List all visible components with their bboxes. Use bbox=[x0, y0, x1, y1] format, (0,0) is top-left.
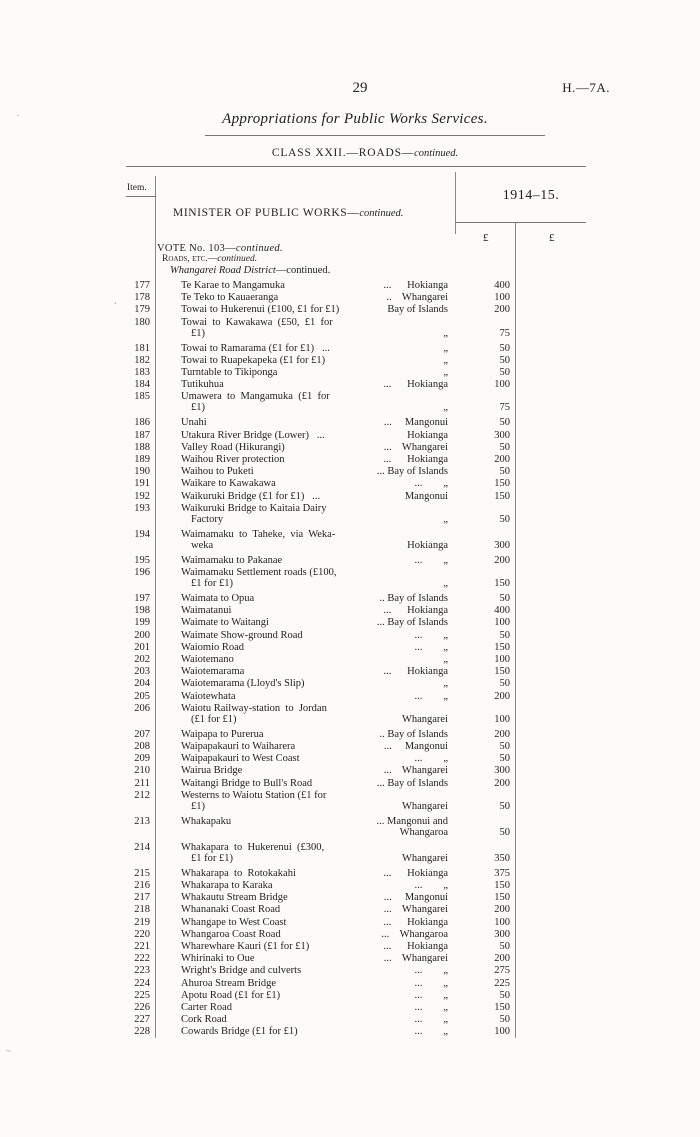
road-description: Whananaki Coast Road bbox=[181, 904, 281, 916]
table-row bbox=[0, 478, 700, 490]
road-description: Towai to Ruapekapeka (£1 for £1) bbox=[181, 354, 326, 366]
item-number: 204 bbox=[134, 678, 150, 690]
table-row bbox=[0, 904, 700, 916]
county-name: ... Mangonui bbox=[383, 741, 448, 752]
road-description: Waiotemarama (Lloyd's Slip) bbox=[181, 678, 305, 690]
county-name: „ bbox=[443, 327, 448, 339]
title-rule bbox=[205, 135, 545, 136]
amount: 50 bbox=[499, 354, 510, 366]
amount: 200 bbox=[494, 554, 510, 566]
county-name: ... Bay of Islands bbox=[376, 466, 448, 478]
road-description: Utakura River Bridge (Lower) ... bbox=[181, 429, 325, 441]
road-description-cont: weka bbox=[191, 539, 214, 551]
table-top-rule bbox=[126, 166, 586, 167]
road-description: Tutikuhua bbox=[181, 379, 224, 391]
table-row bbox=[0, 528, 700, 551]
table-row bbox=[0, 454, 700, 466]
item-number: 205 bbox=[134, 690, 150, 702]
amount: 200 bbox=[494, 904, 510, 916]
item-number: 189 bbox=[134, 454, 150, 465]
amount: 300 bbox=[494, 928, 510, 940]
road-description: Waikuruki Bridge (£1 for £1) ... bbox=[181, 490, 321, 502]
county-name: ... Hokianga bbox=[383, 454, 448, 465]
amount: 150 bbox=[494, 478, 510, 490]
item-number: 210 bbox=[134, 765, 150, 777]
county-name: ... Hokianga bbox=[383, 666, 448, 678]
county-name: ... „ bbox=[414, 629, 448, 641]
amount: 100 bbox=[494, 654, 510, 665]
minister-main: MINISTER OF PUBLIC WORKS— bbox=[173, 207, 360, 219]
road-description: Unahi bbox=[181, 417, 207, 429]
table-row bbox=[0, 555, 700, 567]
county-name: Hokianga bbox=[407, 429, 448, 441]
item-number: 196 bbox=[134, 567, 150, 578]
item-number: 206 bbox=[134, 702, 150, 714]
item-number: 194 bbox=[134, 528, 150, 540]
amount: 150 bbox=[494, 666, 510, 678]
scan-mark: . bbox=[114, 295, 117, 307]
table-row bbox=[0, 417, 700, 429]
table-row bbox=[0, 941, 700, 953]
county-name: ... Whangaroa bbox=[381, 928, 448, 940]
amount: 150 bbox=[494, 641, 510, 653]
vote-continued: continued. bbox=[235, 243, 283, 254]
amount: 225 bbox=[494, 977, 510, 989]
road-description: Waipapa to Purerua bbox=[181, 728, 264, 740]
amount: 350 bbox=[494, 852, 510, 864]
currency-symbol-2: £ bbox=[549, 232, 555, 244]
road-description: Waimatanui bbox=[181, 605, 232, 617]
county-name: ... Mangonui and bbox=[376, 815, 448, 827]
table-row bbox=[0, 929, 700, 941]
county-name: ... Hokianga bbox=[383, 379, 448, 391]
amount: 300 bbox=[494, 765, 510, 777]
item-number: 218 bbox=[134, 904, 150, 916]
table-row bbox=[0, 430, 700, 442]
table-row bbox=[0, 502, 700, 525]
table-row bbox=[0, 880, 700, 892]
table-row bbox=[0, 666, 700, 678]
amount: 200 bbox=[494, 953, 510, 965]
road-description: Whakapaku bbox=[181, 815, 232, 827]
amount: 50 bbox=[499, 513, 510, 525]
county-name: ... „ bbox=[414, 880, 448, 891]
amount: 375 bbox=[494, 867, 510, 879]
road-description: Cowards Bridge (£1 for £1) bbox=[181, 1026, 298, 1038]
item-number: 203 bbox=[134, 666, 150, 678]
item-number: 220 bbox=[134, 928, 150, 940]
table-row bbox=[0, 355, 700, 367]
road-description: Te Karae to Mangamuka bbox=[181, 280, 285, 291]
item-number: 179 bbox=[134, 304, 150, 316]
item-header-rule bbox=[126, 196, 156, 197]
road-description-cont: (£1 for £1) bbox=[191, 713, 237, 725]
road-description: Waitangi Bridge to Bull's Road bbox=[181, 777, 313, 789]
roads-heading bbox=[162, 254, 257, 264]
item-number: 207 bbox=[134, 728, 150, 740]
county-name: ... „ bbox=[414, 989, 448, 1001]
amount: 50 bbox=[499, 367, 510, 378]
table-row bbox=[0, 1014, 700, 1026]
item-number: 182 bbox=[134, 354, 150, 366]
item-number: 224 bbox=[134, 977, 150, 989]
item-number: 177 bbox=[134, 280, 150, 291]
table-row bbox=[0, 841, 700, 864]
roads-continued: continued. bbox=[217, 254, 258, 264]
county-name: .. Bay of Islands bbox=[379, 728, 448, 740]
table-row bbox=[0, 642, 700, 654]
item-number: 201 bbox=[134, 641, 150, 653]
road-description: Waimamaku to Taheke, via Weka- bbox=[181, 528, 336, 540]
amount: 275 bbox=[494, 965, 510, 977]
road-description: Te Teko to Kauaeranga bbox=[181, 292, 279, 304]
amount: 100 bbox=[494, 617, 510, 629]
table-row bbox=[0, 741, 700, 753]
table-row bbox=[0, 753, 700, 765]
amount: 50 bbox=[499, 417, 510, 429]
road-description: Wharewhare Kauri (£1 for £1) bbox=[181, 941, 310, 952]
year-header-rule bbox=[455, 222, 586, 223]
county-name: Hokianga bbox=[407, 539, 448, 551]
amount: 100 bbox=[494, 292, 510, 304]
item-number: 180 bbox=[134, 316, 150, 328]
item-number: 199 bbox=[134, 617, 150, 629]
item-number: 181 bbox=[134, 342, 150, 354]
amount: 100 bbox=[494, 713, 510, 725]
road-description: Whangape to West Coast bbox=[181, 916, 287, 928]
road-description: Waimamaku Settlement roads (£100, bbox=[181, 567, 337, 578]
county-name: ... „ bbox=[414, 753, 448, 765]
county-name: .. Whangarei bbox=[386, 292, 448, 304]
road-description-cont: £1) bbox=[191, 327, 205, 339]
item-number: 212 bbox=[134, 789, 150, 801]
item-column-header: Item. bbox=[127, 183, 147, 193]
item-number: 185 bbox=[134, 391, 150, 403]
road-description: Waimate Show-ground Road bbox=[181, 629, 303, 641]
item-number: 192 bbox=[134, 490, 150, 502]
road-description: Towai to Kawakawa (£50, £1 for bbox=[181, 316, 333, 328]
county-name: .. Bay of Islands bbox=[379, 593, 448, 604]
county-name: „ bbox=[443, 342, 448, 354]
county-name: ... „ bbox=[414, 1026, 448, 1038]
table-row bbox=[0, 765, 700, 777]
county-name: Mangonui bbox=[404, 490, 448, 502]
road-description-cont: £1) bbox=[191, 402, 205, 414]
item-number: 219 bbox=[134, 916, 150, 928]
table-row bbox=[0, 729, 700, 741]
road-description: Waihou to Puketi bbox=[181, 466, 254, 478]
road-description: Carter Road bbox=[181, 1002, 233, 1013]
table-row bbox=[0, 917, 700, 929]
item-number: 198 bbox=[134, 605, 150, 617]
road-description: Waiomio Road bbox=[181, 641, 245, 653]
district-heading bbox=[170, 265, 330, 276]
table-row bbox=[0, 617, 700, 629]
county-name: ... Bay of Islands bbox=[376, 777, 448, 789]
road-description: Waimate to Waitangi bbox=[181, 617, 269, 629]
county-name: Bay of Islands bbox=[387, 304, 448, 316]
scan-mark: · bbox=[16, 110, 20, 122]
county-name: ... „ bbox=[414, 977, 448, 989]
amount: 50 bbox=[499, 678, 510, 690]
county-name: „ bbox=[443, 678, 448, 690]
road-description: Waimamaku to Pakanae bbox=[181, 554, 283, 566]
road-description: Whakapara to Hukerenui (£300, bbox=[181, 841, 325, 853]
roads-main: Roads, etc.— bbox=[162, 254, 218, 264]
document-code: H.—7A. bbox=[562, 80, 610, 95]
table-row bbox=[0, 630, 700, 642]
table-row bbox=[0, 953, 700, 965]
minister-heading bbox=[173, 207, 403, 219]
amount: 200 bbox=[494, 777, 510, 789]
table-row bbox=[0, 491, 700, 503]
road-description: Turntable to Tikiponga bbox=[181, 367, 278, 378]
amount: 400 bbox=[494, 605, 510, 617]
road-description: Waimata to Opua bbox=[181, 593, 255, 604]
county-name: ... „ bbox=[414, 690, 448, 702]
amount: 150 bbox=[494, 490, 510, 502]
minister-continued: continued. bbox=[359, 208, 404, 219]
amount: 300 bbox=[494, 539, 510, 551]
page-title: Appropriations for Public Works Services. bbox=[222, 111, 488, 127]
table-row bbox=[0, 778, 700, 790]
item-number: 197 bbox=[134, 593, 150, 604]
item-number: 208 bbox=[134, 741, 150, 752]
road-description: Whakarapa to Rotokakahi bbox=[181, 867, 296, 879]
county-name: ... „ bbox=[414, 965, 448, 977]
table-row bbox=[0, 678, 700, 690]
item-number: 226 bbox=[134, 1002, 150, 1013]
amount: 75 bbox=[499, 402, 510, 414]
road-description: Valley Road (Hikurangi) bbox=[181, 441, 285, 453]
county-name: ... Hokianga bbox=[383, 280, 448, 291]
amount: 50 bbox=[499, 741, 510, 752]
item-number: 227 bbox=[134, 1014, 150, 1026]
table-row bbox=[0, 292, 700, 304]
road-description-cont: Factory bbox=[191, 513, 224, 525]
county-name: Whangarei bbox=[401, 713, 448, 725]
year-column-header: 1914–15. bbox=[502, 188, 560, 203]
county-name: „ bbox=[443, 513, 448, 525]
table-row bbox=[0, 789, 700, 812]
road-description-cont: £1 for £1) bbox=[191, 852, 233, 864]
table-row bbox=[0, 593, 700, 605]
road-description: Wairua Bridge bbox=[181, 765, 243, 777]
road-description: Waiotemano bbox=[181, 654, 234, 665]
county-name: „ bbox=[443, 367, 448, 378]
table-row bbox=[0, 280, 700, 292]
table-row bbox=[0, 1002, 700, 1014]
vote-heading bbox=[157, 243, 283, 254]
currency-symbol-1: £ bbox=[483, 232, 489, 244]
class-title-continued: continued. bbox=[414, 148, 459, 159]
road-description: Waiotemarama bbox=[181, 666, 245, 678]
item-number: 216 bbox=[134, 880, 150, 891]
amount: 50 bbox=[499, 826, 510, 838]
road-description: Ahuroa Stream Bridge bbox=[181, 977, 277, 989]
road-description: Waiotewhata bbox=[181, 690, 236, 702]
item-number: 191 bbox=[134, 478, 150, 490]
item-number: 190 bbox=[134, 466, 150, 478]
road-description: Whirinaki to Oue bbox=[181, 953, 255, 965]
amount: 100 bbox=[494, 379, 510, 391]
item-number: 214 bbox=[134, 841, 150, 853]
county-name: ... Hokianga bbox=[383, 941, 448, 952]
county-name: ... „ bbox=[414, 1002, 448, 1013]
item-number: 221 bbox=[134, 941, 150, 952]
amount: 50 bbox=[499, 941, 510, 952]
table-row bbox=[0, 304, 700, 316]
county-name: „ bbox=[443, 654, 448, 665]
amount: 50 bbox=[499, 800, 510, 812]
amount: 200 bbox=[494, 728, 510, 740]
item-number: 186 bbox=[134, 417, 150, 429]
item-number: 223 bbox=[134, 965, 150, 977]
amount: 75 bbox=[499, 327, 510, 339]
county-name: ... Bay of Islands bbox=[376, 617, 448, 629]
item-number: 222 bbox=[134, 953, 150, 965]
road-description: Waipapakauri to Waiharera bbox=[181, 741, 296, 752]
table-row bbox=[0, 965, 700, 977]
amount: 50 bbox=[499, 753, 510, 765]
amount: 150 bbox=[494, 578, 510, 589]
table-row bbox=[0, 605, 700, 617]
amount: 150 bbox=[494, 1002, 510, 1013]
vote-main: VOTE No. 103— bbox=[157, 243, 236, 254]
year-column-line bbox=[455, 172, 456, 234]
item-number: 183 bbox=[134, 367, 150, 378]
table-row bbox=[0, 343, 700, 355]
amount: 100 bbox=[494, 916, 510, 928]
county-name: ... Hokianga bbox=[383, 916, 448, 928]
road-description: Westerns to Waiotu Station (£1 for bbox=[181, 789, 327, 801]
county-name: ... Whangarei bbox=[383, 953, 448, 965]
item-number: 228 bbox=[134, 1026, 150, 1038]
item-number: 188 bbox=[134, 441, 150, 453]
amount: 50 bbox=[499, 989, 510, 1001]
county-name: „ bbox=[443, 402, 448, 414]
table-row bbox=[0, 868, 700, 880]
item-number: 209 bbox=[134, 753, 150, 765]
amount: 50 bbox=[499, 441, 510, 453]
table-row bbox=[0, 654, 700, 666]
county-name: ... Whangarei bbox=[383, 441, 448, 453]
amount: 150 bbox=[494, 892, 510, 904]
district-main: Whangarei Road District bbox=[170, 265, 276, 276]
class-title-main: CLASS XXII.—ROADS— bbox=[271, 147, 415, 159]
table-row bbox=[0, 702, 700, 725]
road-description-cont: £1) bbox=[191, 800, 205, 812]
amount: 50 bbox=[499, 593, 510, 604]
table-row bbox=[0, 466, 700, 478]
item-number: 193 bbox=[134, 502, 150, 514]
amount: 50 bbox=[499, 466, 510, 478]
amount: 100 bbox=[494, 1026, 510, 1038]
item-number: 195 bbox=[134, 554, 150, 566]
table-row bbox=[0, 990, 700, 1002]
district-continued: —continued. bbox=[275, 265, 331, 276]
road-description: Whakarapa to Karaka bbox=[181, 880, 273, 891]
table-row bbox=[0, 367, 700, 379]
class-title bbox=[200, 147, 530, 159]
amount: 50 bbox=[499, 1014, 510, 1026]
item-number: 184 bbox=[134, 379, 150, 391]
table-row bbox=[0, 379, 700, 391]
road-description: Wright's Bridge and culverts bbox=[181, 965, 302, 977]
county-name: ... Mangonui bbox=[383, 417, 448, 429]
item-number: 200 bbox=[134, 629, 150, 641]
county-name: ... „ bbox=[414, 554, 448, 566]
amount: 150 bbox=[494, 880, 510, 891]
amount: 200 bbox=[494, 690, 510, 702]
road-description: Waipapakauri to West Coast bbox=[181, 753, 300, 765]
scan-mark: ~ bbox=[6, 1046, 11, 1056]
amount: 200 bbox=[494, 454, 510, 465]
item-number: 178 bbox=[134, 292, 150, 304]
county-name: ... „ bbox=[414, 1014, 448, 1026]
road-description: Cork Road bbox=[181, 1014, 227, 1026]
amount: 300 bbox=[494, 429, 510, 441]
item-number: 213 bbox=[134, 815, 150, 827]
road-description: Waihou River protection bbox=[181, 454, 285, 465]
item-number: 215 bbox=[134, 867, 150, 879]
item-number: 217 bbox=[134, 892, 150, 904]
page-number: 29 bbox=[352, 80, 368, 96]
item-number: 202 bbox=[134, 654, 150, 665]
road-description: Waiotu Railway-station to Jordan bbox=[181, 702, 327, 714]
county-name: Whangarei bbox=[401, 800, 448, 812]
amount: 50 bbox=[499, 629, 510, 641]
road-description: Whangaroa Coast Road bbox=[181, 928, 281, 940]
table-row bbox=[0, 442, 700, 454]
county-name: ... Hokianga bbox=[383, 867, 448, 879]
amount: 50 bbox=[499, 342, 510, 354]
amount: 400 bbox=[494, 280, 510, 291]
table-row bbox=[0, 892, 700, 904]
table-row bbox=[0, 567, 700, 589]
table-row bbox=[0, 391, 700, 414]
table-row bbox=[0, 691, 700, 703]
county-name: „ bbox=[443, 578, 448, 589]
item-number: 225 bbox=[134, 989, 150, 1001]
county-name: ... Mangonui bbox=[383, 892, 448, 904]
county-name: ... „ bbox=[414, 641, 448, 653]
item-number: 187 bbox=[134, 429, 150, 441]
road-description: Apotu Road (£1 for £1) bbox=[181, 989, 281, 1001]
table-row bbox=[0, 978, 700, 990]
road-description-cont: £1 for £1) bbox=[191, 578, 233, 589]
table-row bbox=[0, 1026, 700, 1038]
road-description: Umawera to Mangamuka (£1 for bbox=[181, 391, 330, 403]
table-row bbox=[0, 316, 700, 339]
road-description: Waikuruki Bridge to Kaitaia Dairy bbox=[181, 502, 327, 514]
county-name: ... „ bbox=[414, 478, 448, 490]
road-description: Whakautu Stream Bridge bbox=[181, 892, 288, 904]
county-name: ... Whangarei bbox=[383, 765, 448, 777]
amount: 200 bbox=[494, 304, 510, 316]
county-name: „ bbox=[443, 354, 448, 366]
county-name: ... Whangarei bbox=[383, 904, 448, 916]
county-name-cont: Whangaroa bbox=[399, 826, 448, 838]
road-description: Towai to Hukerenui (£100, £1 for £1) bbox=[181, 304, 340, 316]
item-number: 211 bbox=[134, 777, 150, 789]
road-description: Waikare to Kawakawa bbox=[181, 478, 276, 490]
county-name: ... Hokianga bbox=[383, 605, 448, 617]
county-name: Whangarei bbox=[401, 852, 448, 864]
road-description: Towai to Ramarama (£1 for £1) ... bbox=[181, 342, 330, 354]
table-row bbox=[0, 815, 700, 838]
